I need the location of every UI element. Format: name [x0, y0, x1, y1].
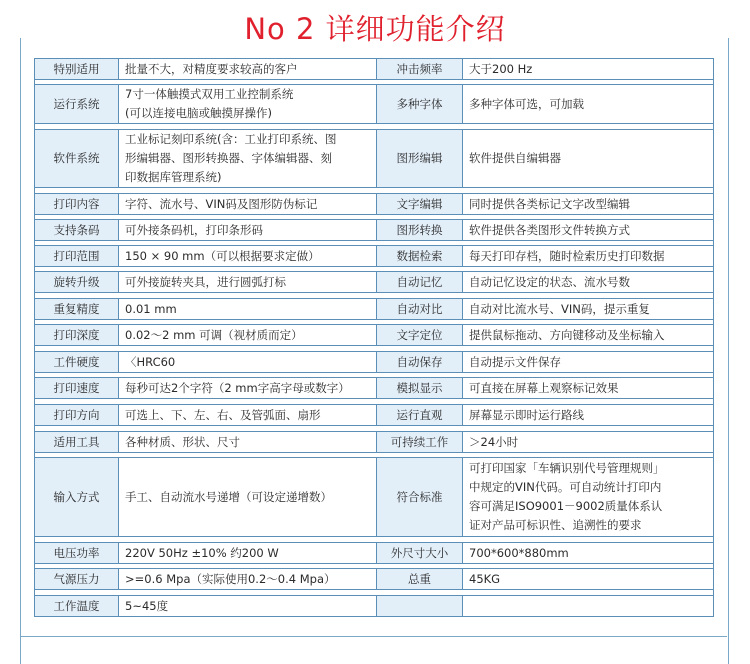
spec-label: 打印内容: [35, 194, 119, 215]
spec-value: 〈HRC60: [119, 352, 377, 373]
spec-value: 7寸一体触摸式双用工业控制系统 (可以连接电脑或触摸屏操作): [119, 85, 377, 124]
spec-row: [35, 246, 714, 267]
spec-row: [35, 85, 714, 124]
spec-label: 重复精度: [35, 299, 119, 320]
spec-row: [35, 458, 714, 537]
spec-row: [35, 220, 714, 241]
spec-row: [35, 130, 714, 188]
spec-value: 手工、自动流水号递增（可设定递增数）: [119, 458, 377, 537]
spec-label: 自动保存: [377, 352, 463, 373]
spec-value: [463, 596, 714, 617]
spec-value: 大于200 Hz: [463, 59, 714, 80]
spec-row: [35, 352, 714, 373]
spec-value: 45KG: [463, 569, 714, 590]
spec-label: 符合标准: [377, 458, 463, 537]
spec-label: 运行直观: [377, 405, 463, 426]
spec-value: 每秒可达2个字符（2 mm字高字母或数字）: [119, 378, 377, 399]
spec-value: 5~45度: [119, 596, 377, 617]
spec-value: 可打印国家「车辆识别代号管理规则」 中规定的VIN代码。可自动统计打印内 容可满足ISO9001－9002质量体系认 证对产品可标识性、追溯性的要求: [463, 458, 714, 537]
spec-value: 自动对比流水号、VIN码，提示重复: [463, 299, 714, 320]
spec-label: 多种字体: [377, 85, 463, 124]
spec-row: [35, 378, 714, 399]
spec-row: [35, 59, 714, 80]
spec-label: 工件硬度: [35, 352, 119, 373]
spec-value: 自动提示文件保存: [463, 352, 714, 373]
spec-label: 模拟显示: [377, 378, 463, 399]
spec-label: 电压功率: [35, 543, 119, 564]
spec-label: 适用工具: [35, 432, 119, 453]
spec-label: 数据检索: [377, 246, 463, 267]
spec-value: ＞24小时: [463, 432, 714, 453]
spec-row: [35, 272, 714, 293]
spec-value: 屏幕显示即时运行路线: [463, 405, 714, 426]
spec-row: [35, 432, 714, 453]
spec-label: 文字编辑: [377, 194, 463, 215]
spec-label: 运行系统: [35, 85, 119, 124]
spec-row: [35, 596, 714, 617]
spec-value: 自动记忆设定的状态、流水号数: [463, 272, 714, 293]
spec-label: 软件系统: [35, 130, 119, 188]
spec-label: 外尺寸大小: [377, 543, 463, 564]
spec-value: 批量不大，对精度要求较高的客户: [119, 59, 377, 80]
spec-label: 图形转换: [377, 220, 463, 241]
spec-value: 可外接条码机，打印条形码: [119, 220, 377, 241]
spec-label: 可持续工作: [377, 432, 463, 453]
spec-label: 图形编辑: [377, 130, 463, 188]
spec-row: [35, 325, 714, 346]
spec-value: 字符、流水号、VIN码及图形防伪标记: [119, 194, 377, 215]
spec-label: 气源压力: [35, 569, 119, 590]
spec-label: [377, 596, 463, 617]
spec-value: 可外接旋转夹具，进行圆弧打标: [119, 272, 377, 293]
spec-value: 提供鼠标拖动、方向键移动及坐标输入: [463, 325, 714, 346]
spec-label: 工作温度: [35, 596, 119, 617]
spec-row: [35, 543, 714, 564]
spec-label: 特别适用: [35, 59, 119, 80]
spec-value: 同时提供各类标记文字改型编辑: [463, 194, 714, 215]
spec-row: [35, 405, 714, 426]
spec-value: 工业标记刻印系统(含：工业打印系统、图 形编辑器、图形转换器、字体编辑器、刻 印数据库管理系统): [119, 130, 377, 188]
spec-label: 冲击频率: [377, 59, 463, 80]
spec-value: 可直接在屏幕上观察标记效果: [463, 378, 714, 399]
spec-value: 软件提供各类图形文件转换方式: [463, 220, 714, 241]
spec-table: [34, 58, 714, 617]
spec-value: 0.02～2 mm 可调（视材质而定）: [119, 325, 377, 346]
spec-value: 150 × 90 mm（可以根据要求定做）: [119, 246, 377, 267]
spec-value: 各种材质、形状、尺寸: [119, 432, 377, 453]
spec-row: [35, 569, 714, 590]
spec-label: 打印速度: [35, 378, 119, 399]
spec-value: 每天打印存档，随时检索历史打印数据: [463, 246, 714, 267]
spec-label: 输入方式: [35, 458, 119, 537]
spec-row: [35, 299, 714, 320]
spec-label: 打印方向: [35, 405, 119, 426]
page-title: No 2 详细功能介绍: [244, 12, 506, 46]
spec-row: [35, 194, 714, 215]
spec-label: 总重: [377, 569, 463, 590]
spec-table-body: [35, 59, 714, 617]
spec-label: 打印范围: [35, 246, 119, 267]
spec-label: 文字定位: [377, 325, 463, 346]
spec-value: 软件提供自编辑器: [463, 130, 714, 188]
spec-label: 打印深度: [35, 325, 119, 346]
spec-label: 自动记忆: [377, 272, 463, 293]
spec-label: 自动对比: [377, 299, 463, 320]
spec-value: 可选上、下、左、右、及管弧面、扇形: [119, 405, 377, 426]
spec-value: 700*600*880mm: [463, 543, 714, 564]
spec-value: 多种字体可选，可加载: [463, 85, 714, 124]
spec-value: 0.01 mm: [119, 299, 377, 320]
spec-value: >=0.6 Mpa（实际使用0.2～0.4 Mpa）: [119, 569, 377, 590]
spec-label: 旋转升级: [35, 272, 119, 293]
spec-label: 支持条码: [35, 220, 119, 241]
spec-value: 220V 50Hz ±10% 约200 W: [119, 543, 377, 564]
bottom-divider: [21, 636, 727, 637]
